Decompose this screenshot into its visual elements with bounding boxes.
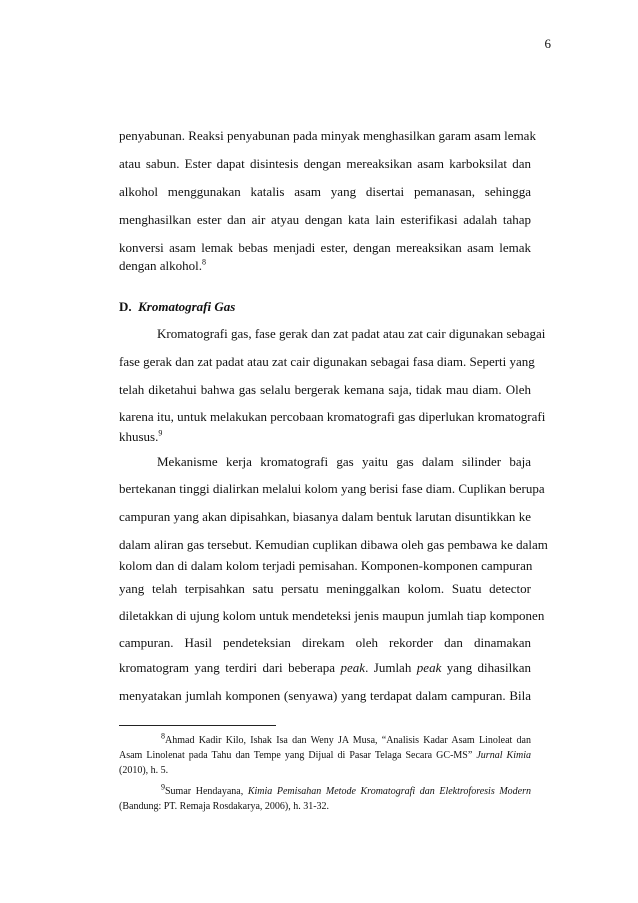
para3-line-8: campuran. Hasil pendeteksian direkam oleh rekorder dan dinamakan <box>119 635 531 650</box>
para2-line-2: fase gerak dan zat padat atau zat cair digunakan sebagai fasa diam. Seperti yang <box>119 354 535 369</box>
para3-line-4: dalam aliran gas tersebut. Kemudian cuplikan dibawa oleh gas pembawa ke dalam <box>119 537 548 552</box>
para1-line-6 <box>119 258 531 274</box>
para3-line-9 <box>119 660 531 676</box>
section-title: Kromatografi Gas <box>138 299 236 314</box>
para3-line-6: yang telah terpisahkan satu persatu meninggalkan kolom. Suatu detector <box>119 581 531 596</box>
para3-line-7: diletakkan di ujung kolom untuk mendeteksi jenis maupun jumlah tiap komponen <box>119 608 545 623</box>
para2-line-3: telah diketahui bahwa gas selalu bergerak kemana saja, tidak mau diam. Oleh <box>119 382 531 397</box>
footnote-9-book-title: Kimia Pemisahan Metode Kromatografi dan Elektroforesis Modern <box>247 786 531 797</box>
footnote-8-journal: Jurnal Kimia <box>476 750 531 761</box>
section-heading <box>119 299 531 315</box>
footnote-8-text-2: Asam Linolenat pada Tahu dan Tempe yang Dijual di Pasar Telaga Secara GC-MS” <box>119 750 477 761</box>
para3-line-5: kolom dan di dalam kolom terjadi pemisahan. Komponen-komponen campuran <box>119 558 533 573</box>
para3-line9-a: kromatogram yang terdiri dari beberapa <box>119 660 341 675</box>
para1-line-3: alkohol menggunakan katalis asam yang disertai pemanasan, sehingga <box>119 184 531 199</box>
section-letter: D. <box>119 299 132 314</box>
para3-line-3: campuran yang akan dipisahkan, biasanya dalam bentuk larutan disuntikkan ke <box>119 509 531 524</box>
footnote-8-line-1 <box>119 733 531 748</box>
para2-line-4: karena itu, untuk melakukan percobaan kromatografi gas diperlukan kromatografi <box>119 409 546 424</box>
footnote-ref-9: 9 <box>158 428 163 438</box>
footnote-9-author: Sumar Hendayana, <box>165 786 248 797</box>
footnote-8-line-2 <box>119 748 531 763</box>
peak-term-1: peak <box>340 660 366 675</box>
para3-line9-b: . Jumlah <box>365 660 417 675</box>
para3-line-10: menyatakan jumlah komponen (senyawa) yang terdapat dalam campuran. Bila <box>119 688 531 703</box>
page-number: 6 <box>544 36 551 51</box>
para3-line9-c: yang dihasilkan <box>441 660 531 675</box>
footnote-8-line-3: (2010), h. 5. <box>119 765 169 776</box>
footnote-9-line-2: (Bandung: PT. Remaja Rosdakarya, 2006), h. 31-32. <box>119 801 330 812</box>
footnote-separator <box>119 725 276 726</box>
para1-line-5: konversi asam lemak bebas menjadi ester, dengan mereaksikan asam lemak <box>119 240 531 255</box>
para3-line-2: bertekanan tinggi dialirkan melalui kolom yang berisi fase diam. Cuplikan berupa <box>119 481 545 496</box>
footnote-9-line-1 <box>119 784 531 799</box>
peak-term-2: peak <box>416 660 442 675</box>
footnote-9-number: 9 <box>161 782 165 792</box>
para3-line-1: Mekanisme kerja kromatografi gas yaitu gas dalam silinder baja <box>157 454 531 469</box>
footnote-ref-8: 8 <box>202 257 207 267</box>
para2-line-5 <box>119 429 531 445</box>
para1-line-1: penyabunan. Reaksi penyabunan pada minyak menghasilkan garam asam lemak <box>119 128 536 143</box>
para1-last-text: dengan alkohol. <box>119 258 203 273</box>
para2-last-text: khusus. <box>119 429 159 444</box>
footnote-8-number: 8 <box>161 731 165 741</box>
para1-line-4: menghasilkan ester dan air atyau dengan kata lain esterifikasi adalah tahap <box>119 212 531 227</box>
para2-line-1: Kromatografi gas, fase gerak dan zat padat atau zat cair digunakan sebagai <box>157 326 546 341</box>
footnote-8-text-1: Ahmad Kadir Kilo, Ishak Isa dan Weny JA Musa, “Analisis Kadar Asam Linoleat dan <box>165 735 531 746</box>
para1-line-2: atau sabun. Ester dapat disintesis dengan mereaksikan asam karboksilat dan <box>119 156 531 171</box>
